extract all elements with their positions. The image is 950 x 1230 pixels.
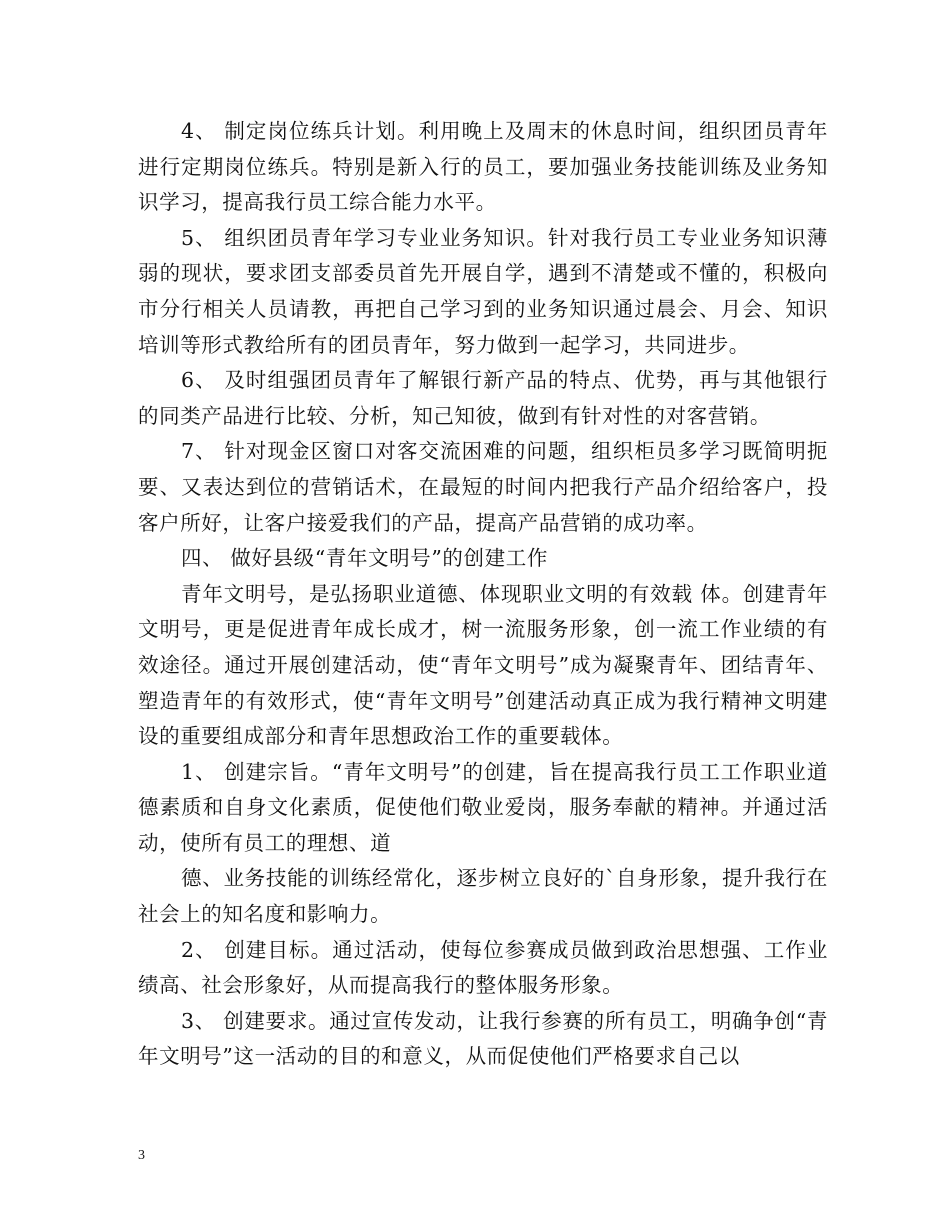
paragraph-item-7-marketing-scripts: 7、 针对现金区窗口对客交流困难的问题，组织柜员多学习既简明扼要、又表达到位的营销话术，在最短的时间内把我行产品介绍给客户，投客户所好，让客户接爱我们的产品，提高产品营销的成功率。 [138, 439, 828, 535]
paragraph-item-1-purpose: 1、 创建宗旨。“青年文明号”的创建，旨在提高我行员工工作职业道德素质和自身文化素质，促使他们敬业爱岗，服务奉献的精神。并通过活动，使所有员工的理想、道 [138, 759, 828, 855]
paragraph-item-6-new-products: 6、 及时组强团员青年了解银行新产品的特点、优势，再与其他银行的同类产品进行比较、分析，知己知彼，做到有针对性的对客营销。 [138, 368, 828, 428]
document-body [138, 114, 828, 1075]
paragraph-item-4-drill-plan: 4、 制定岗位练兵计划。利用晚上及周末的休息时间，组织团员青年进行定期岗位练兵。特别是新入行的员工，要加强业务技能训练及业务知识学习，提高我行员工综合能力水平。 [138, 119, 828, 215]
paragraph-item-2-goal: 2、 创建目标。通过活动，使每位参赛成员做到政治思想强、工作业绩高、社会形象好，从而提高我行的整体服务形象。 [138, 937, 828, 998]
paragraph-item-5-professional-knowledge: 5、 组织团员青年学习专业业务知识。针对我行员工专业业务知识薄弱的现状，要求团支部委员首先开展自学，遇到不清楚或不懂的，积极向市分行相关人员请教，再把自己学习到的业务知识通过晨会、月会、知识培训等形式教给所有的团员青年，努力做到一起学习，共同进步。 [138, 225, 828, 357]
paragraph-youth-civilization-intro: 青年文明号，是弘扬职业道德、体现职业文明的有效载 体。创建青年文明号，更是促进青年成长成才，树一流服务形象，创一流工作业绩的有效途径。通过开展创建活动，使“青年文明号”成为凝聚青年、团结青年、塑造青年的有效形式，使“青年文明号”创建活动真正成为我行精神文明建设的重要组成部分和青年思想政治工作的重要载体。 [138, 581, 828, 749]
page-number: 3 [138, 1148, 145, 1163]
section-heading-four: 四、 做好县级“青年文明号”的创建工作 [181, 546, 548, 571]
paragraph-item-3-requirements: 3、 创建要求。通过宣传发动，让我行参赛的所有员工，明确争创“青年文明号”这一活动的目的和意义，从而促使他们严格要求自己以 [138, 1008, 828, 1069]
paragraph-item-1-continued: 德、业务技能的训练经常化，逐步树立良好的`自身形象，提升我行在社会上的知名度和影响力。 [138, 866, 828, 927]
